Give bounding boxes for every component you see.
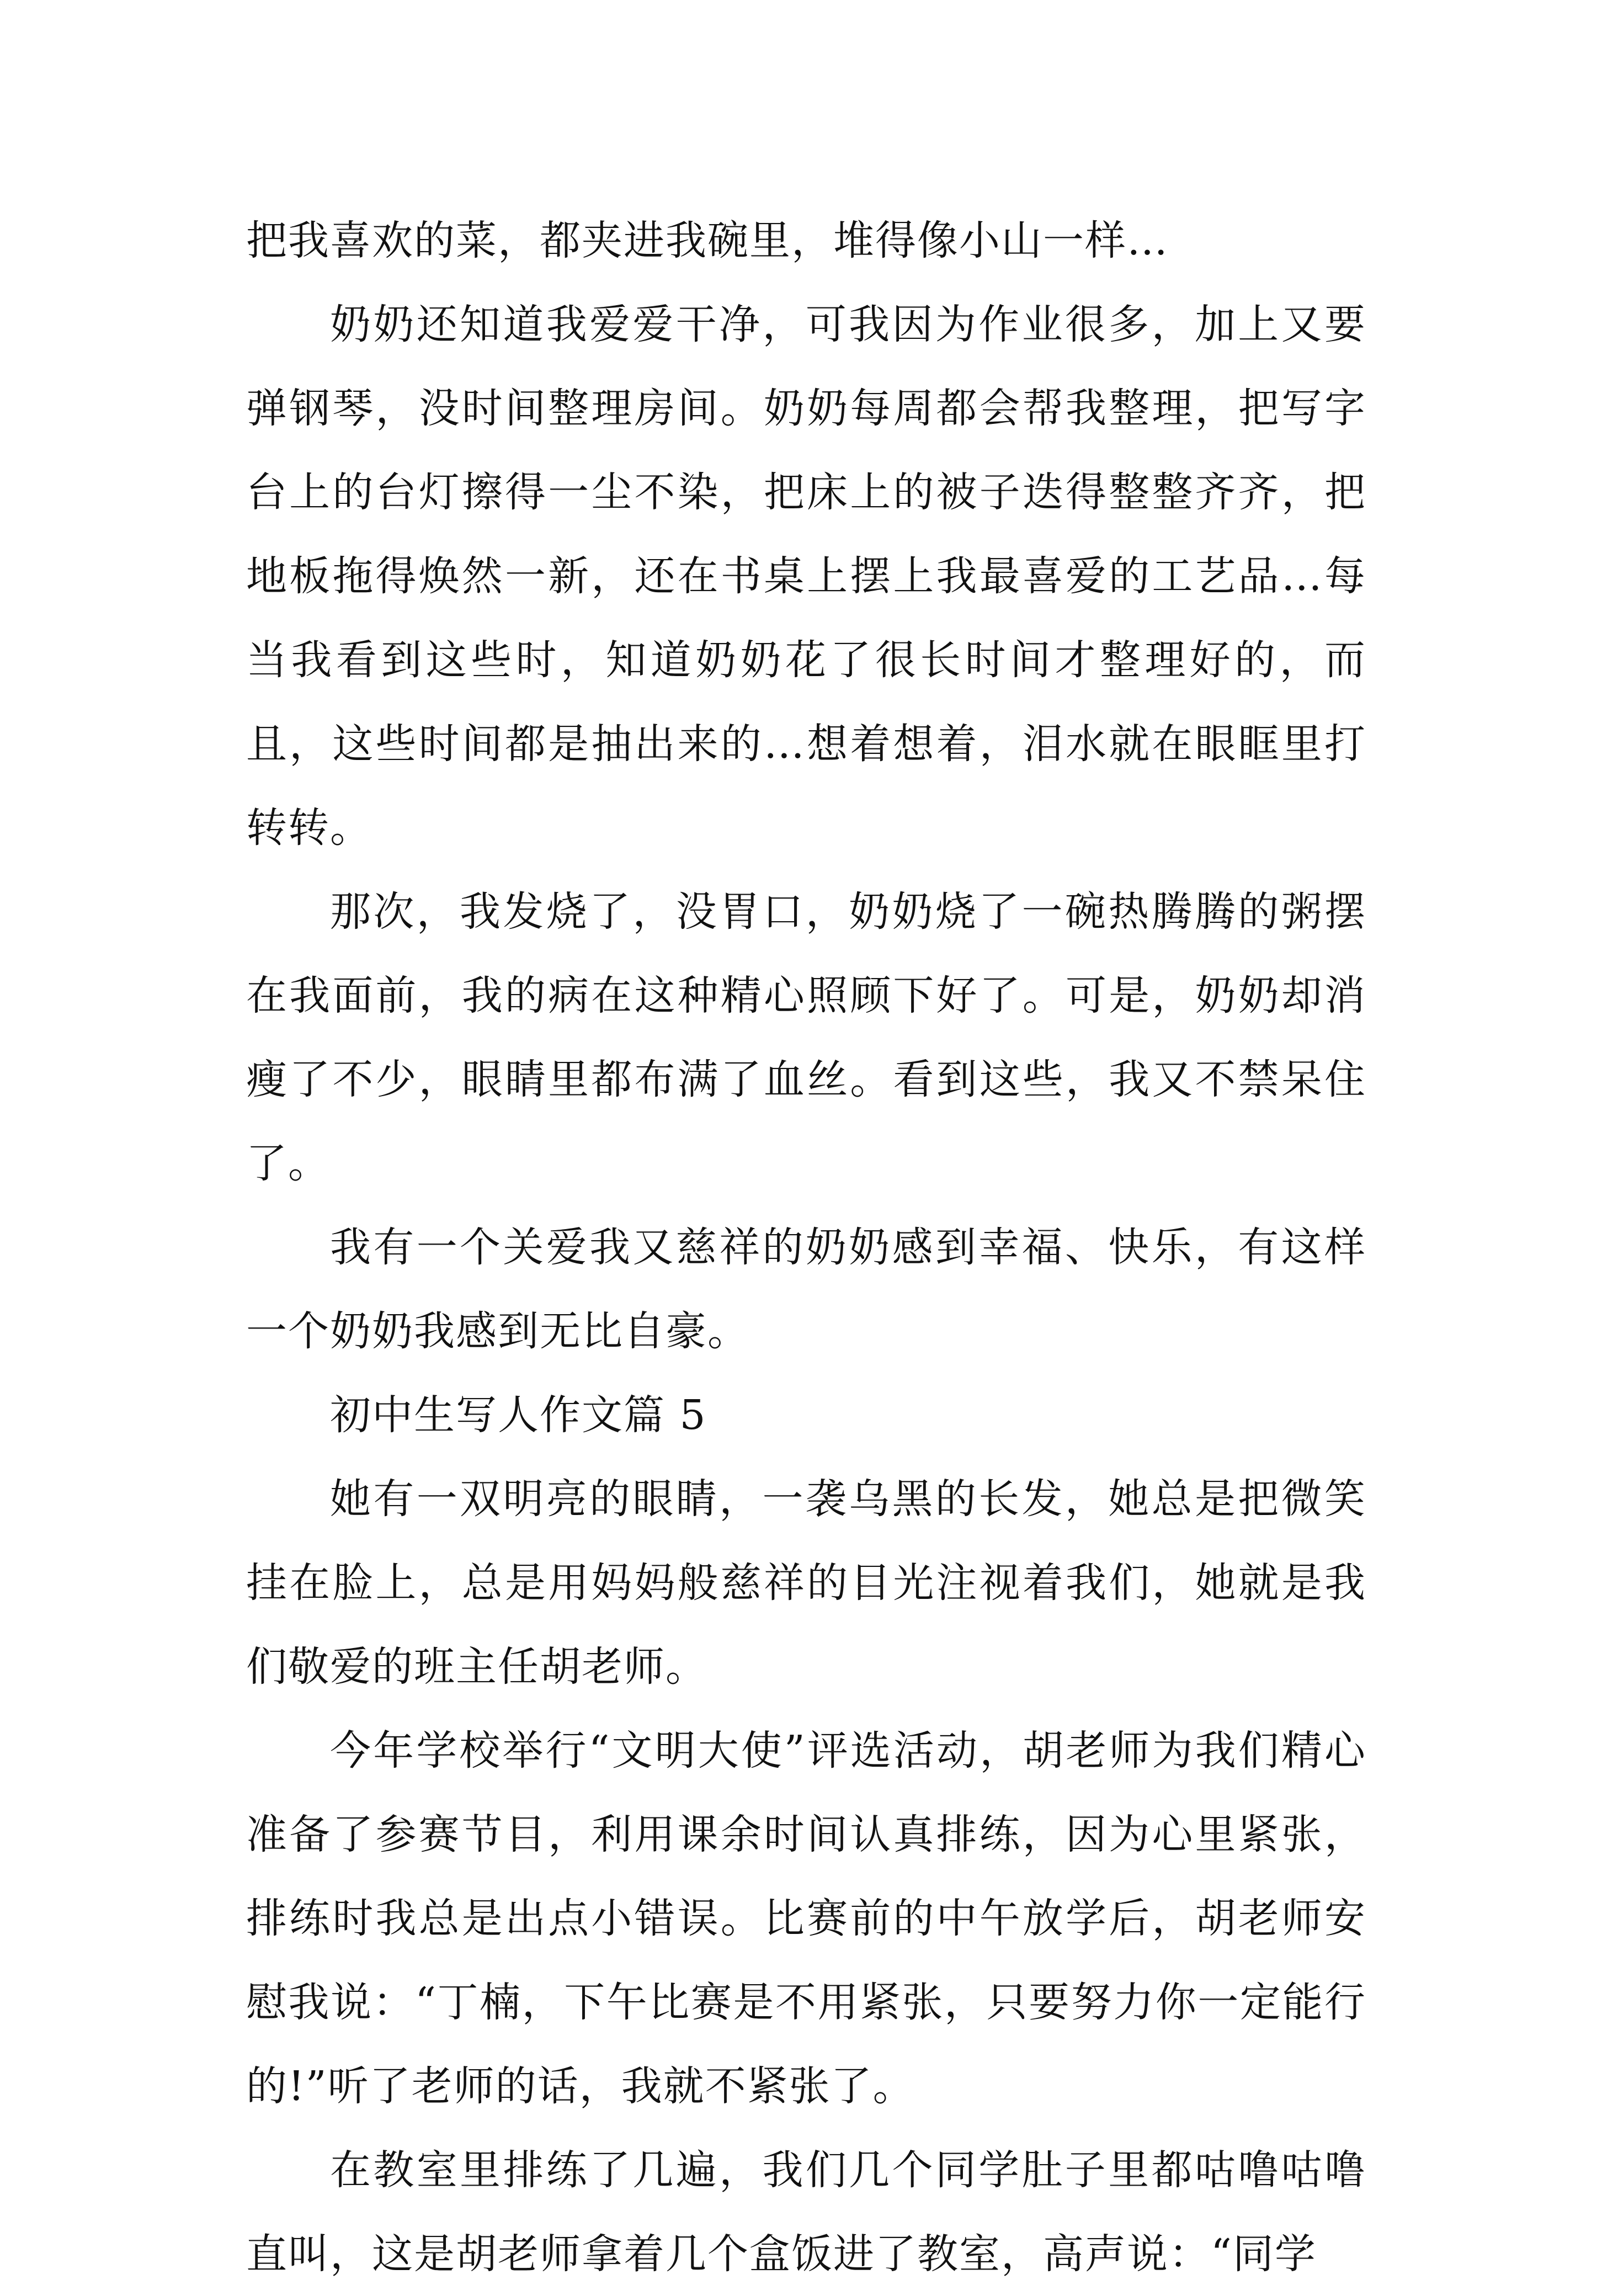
paragraph: 她有一双明亮的眼睛，一袭乌黑的长发，她总是把微笑挂在脸上，总是用妈妈般慈祥的目光注视着我们，她就是我们敬爱的班主任胡老师。 [246, 1475, 1366, 1691]
paragraph: 我有一个关爱我又慈祥的奶奶感到幸福、快乐，有这样一个奶奶我感到无比自豪。 [246, 1224, 1366, 1355]
section-title: 初中生写人作文篇 5 [330, 1391, 707, 1439]
paragraph-continuation: 把我喜欢的菜，都夹进我碗里，堆得像小山一样… [246, 217, 1169, 264]
paragraph: 那次，我发烧了，没胃口，奶奶烧了一碗热腾腾的粥摆在我面前，我的病在这种精心照顾下好了。可是，奶奶却消瘦了不少，眼睛里都布满了血丝。看到这些，我又不禁呆住了。 [246, 888, 1366, 1187]
paragraph: 奶奶还知道我爱爱干净，可我因为作业很多，加上又要弹钢琴，没时间整理房间。奶奶每周都会帮我整理，把写字台上的台灯擦得一尘不染，把床上的被子迭得整整齐齐，把地板拖得焕然一新，还在书桌上摆上我最喜爱的工艺品…每当我看到这些时，知道奶奶花了很长时间才整理好的，而且，这些时间都是抽出来的…想着想着，泪水就在眼眶里打转转。 [246, 301, 1366, 852]
document-body [246, 199, 1366, 2296]
paragraph: 今年学校举行“文明大使”评选活动，胡老师为我们精心准备了参赛节目，利用课余时间认真排练，因为心里紧张，排练时我总是出点小错误。比赛前的中午放学后，胡老师安慰我说：“丁楠，下午比赛是不用紧张，只要努力你一定能行的!”听了老师的话，我就不紧张了。 [246, 1727, 1366, 2110]
paragraph: 在教室里排练了几遍，我们几个同学肚子里都咕噜咕噜直叫，这是胡老师拿着几个盒饭进了教室，高声说：“同学 [246, 2146, 1366, 2278]
